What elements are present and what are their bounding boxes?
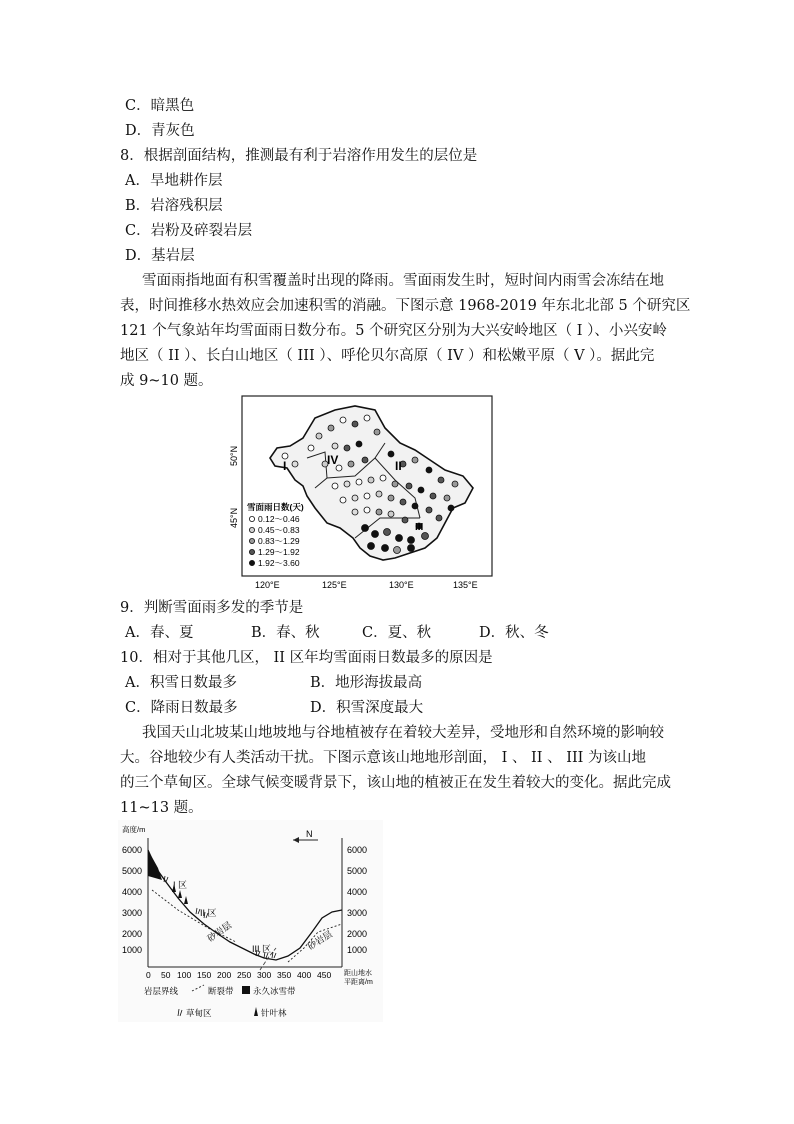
y-tick-right-6000: 6000 <box>347 845 368 855</box>
passage2-line-2: 大。谷地较少有人类活动干扰。下图示意该山地地形剖面， I 、 II 、 III 为该山地 <box>120 750 647 766</box>
q10-option-c: C．降雨日数最多 <box>125 700 238 716</box>
y-tick-right-1000: 1000 <box>347 945 368 955</box>
passage2-line-1: 我国天山北坡某山地坡地与谷地植被存在着较大差异，受地形和自然环境的影响较 <box>142 725 664 741</box>
q7-option-c: C．暗黑色 <box>125 98 195 114</box>
legend-item-1: 0.12～0.46 <box>258 514 300 524</box>
x-tick-450: 450 <box>317 970 332 980</box>
q10-options-row-1 <box>125 673 445 693</box>
lat-label-50: 50°N <box>229 445 239 466</box>
layer-label-right: 砂岩层 <box>305 928 334 952</box>
x-tick-400: 400 <box>297 970 312 980</box>
map-label-iv: IV <box>327 453 339 467</box>
x-tick-300: 300 <box>257 970 272 980</box>
q8-option-a: A．旱地耕作层 <box>125 173 223 189</box>
map-label-iii: III <box>415 522 424 533</box>
zone-label-i: I 区 <box>173 880 188 890</box>
y-tick-right-2000: 2000 <box>347 929 368 939</box>
y-tick-right-5000: 5000 <box>347 866 368 876</box>
legend-meadow: 草甸区 <box>186 1008 212 1018</box>
y-tick-left-3000: 3000 <box>122 908 143 918</box>
x-axis-title-2: 平距离/m <box>344 979 373 986</box>
q9-stem: 9．判断雪面雨多发的季节是 <box>120 600 304 616</box>
q10-option-a: A．积雪日数最多 <box>125 675 237 691</box>
lon-label-135: 135°E <box>453 580 478 590</box>
legend-rock-boundary: 岩层界线 <box>144 986 179 996</box>
q9-option-c: C．夏、秋 <box>362 625 432 641</box>
map-label-i: I <box>283 459 287 473</box>
passage1-line-3: 121 个气象站年均雪面雨日数分布。5 个研究区分别为大兴安岭地区（ I ）、小兴安岭 <box>120 323 667 339</box>
layer-label-left: 砂岩层 <box>205 919 234 944</box>
q9-options-row <box>125 623 555 643</box>
x-axis-title-1: 距山地水 <box>344 970 372 977</box>
passage1-line-5: 成 9~10 题。 <box>120 373 213 389</box>
zone-label-iii: III 区 <box>252 944 272 954</box>
legend-fracture: 断裂带 <box>208 986 234 996</box>
q10-options-row-2 <box>125 698 445 718</box>
q10-stem: 10．相对于其他几区， II 区年均雪面雨日数最多的原因是 <box>120 650 493 666</box>
passage1-line-2: 表，时间推移水热效应会加速积雪的消融。下图示意 1968-2019 年东北北部 5 个研究区 <box>120 298 691 314</box>
legend-ice-snow: 永久冰雪带 <box>253 986 296 996</box>
legend-item-5: 1.92～3.60 <box>258 558 300 568</box>
q9-option-a: A．春、夏 <box>125 625 194 641</box>
zone-label-ii: II 区 <box>200 908 217 918</box>
y-tick-left-2000: 2000 <box>122 929 143 939</box>
y-tick-right-3000: 3000 <box>347 908 368 918</box>
snow-rain-map <box>215 388 505 598</box>
q8-option-b: B．岩溶残积层 <box>125 198 223 214</box>
lon-label-120: 120°E <box>255 580 280 590</box>
lon-label-130: 130°E <box>389 580 414 590</box>
q8-stem: 8．根据剖面结构，推测最有利于岩溶作用发生的层位是 <box>120 148 478 164</box>
map-label-ii: II <box>395 459 402 473</box>
legend-title: 雪面雨日数(天) <box>247 502 304 512</box>
legend-item-3: 0.83～1.29 <box>258 536 300 546</box>
passage1-line-4: 地区（ II ）、长白山地区（ III ）、呼伦贝尔高原（ IV ）和松嫩平原（ V ）。据此完 <box>120 348 655 364</box>
y-tick-left-6000: 6000 <box>122 845 143 855</box>
y-tick-left-5000: 5000 <box>122 866 143 876</box>
legend-item-2: 0.45～0.83 <box>258 525 300 535</box>
q8-option-d: D．基岩层 <box>125 248 195 264</box>
q7-option-d: D．青灰色 <box>125 123 195 139</box>
x-tick-100: 100 <box>177 970 192 980</box>
lat-label-45: 45°N <box>229 507 239 528</box>
y-tick-left-1000: 1000 <box>122 945 143 955</box>
x-tick-250: 250 <box>237 970 252 980</box>
y-tick-right-4000: 4000 <box>347 887 368 897</box>
y-axis-title: 高度/m <box>122 825 146 834</box>
q10-option-d: D．积雪深度最大 <box>310 700 424 716</box>
lon-label-125: 125°E <box>322 580 347 590</box>
x-tick-50: 50 <box>161 970 171 980</box>
legend-conifer: 针叶林 <box>261 1008 287 1018</box>
terrain-profile <box>118 820 383 1022</box>
x-tick-0: 0 <box>146 970 151 980</box>
north-label: N <box>306 829 313 839</box>
x-tick-150: 150 <box>197 970 212 980</box>
q9-option-b: B．春、秋 <box>251 625 320 641</box>
x-tick-350: 350 <box>277 970 292 980</box>
passage2-line-4: 11~13 题。 <box>120 800 203 816</box>
passage1-line-1: 雪面雨指地面有积雪覆盖时出现的降雨。雪面雨发生时，短时间内雨雪会冻结在地 <box>142 273 664 289</box>
passage2-line-3: 的三个草甸区。全球气候变暖背景下，该山地的植被正在发生着较大的变化。据此完成 <box>120 775 671 791</box>
x-tick-200: 200 <box>217 970 232 980</box>
q8-option-c: C．岩粉及碎裂岩层 <box>125 223 253 239</box>
y-tick-left-4000: 4000 <box>122 887 143 897</box>
legend-item-4: 1.29～1.92 <box>258 547 300 557</box>
q10-option-b: B．地形海拔最高 <box>310 675 423 691</box>
q9-option-d: D．秋、冬 <box>479 625 549 641</box>
